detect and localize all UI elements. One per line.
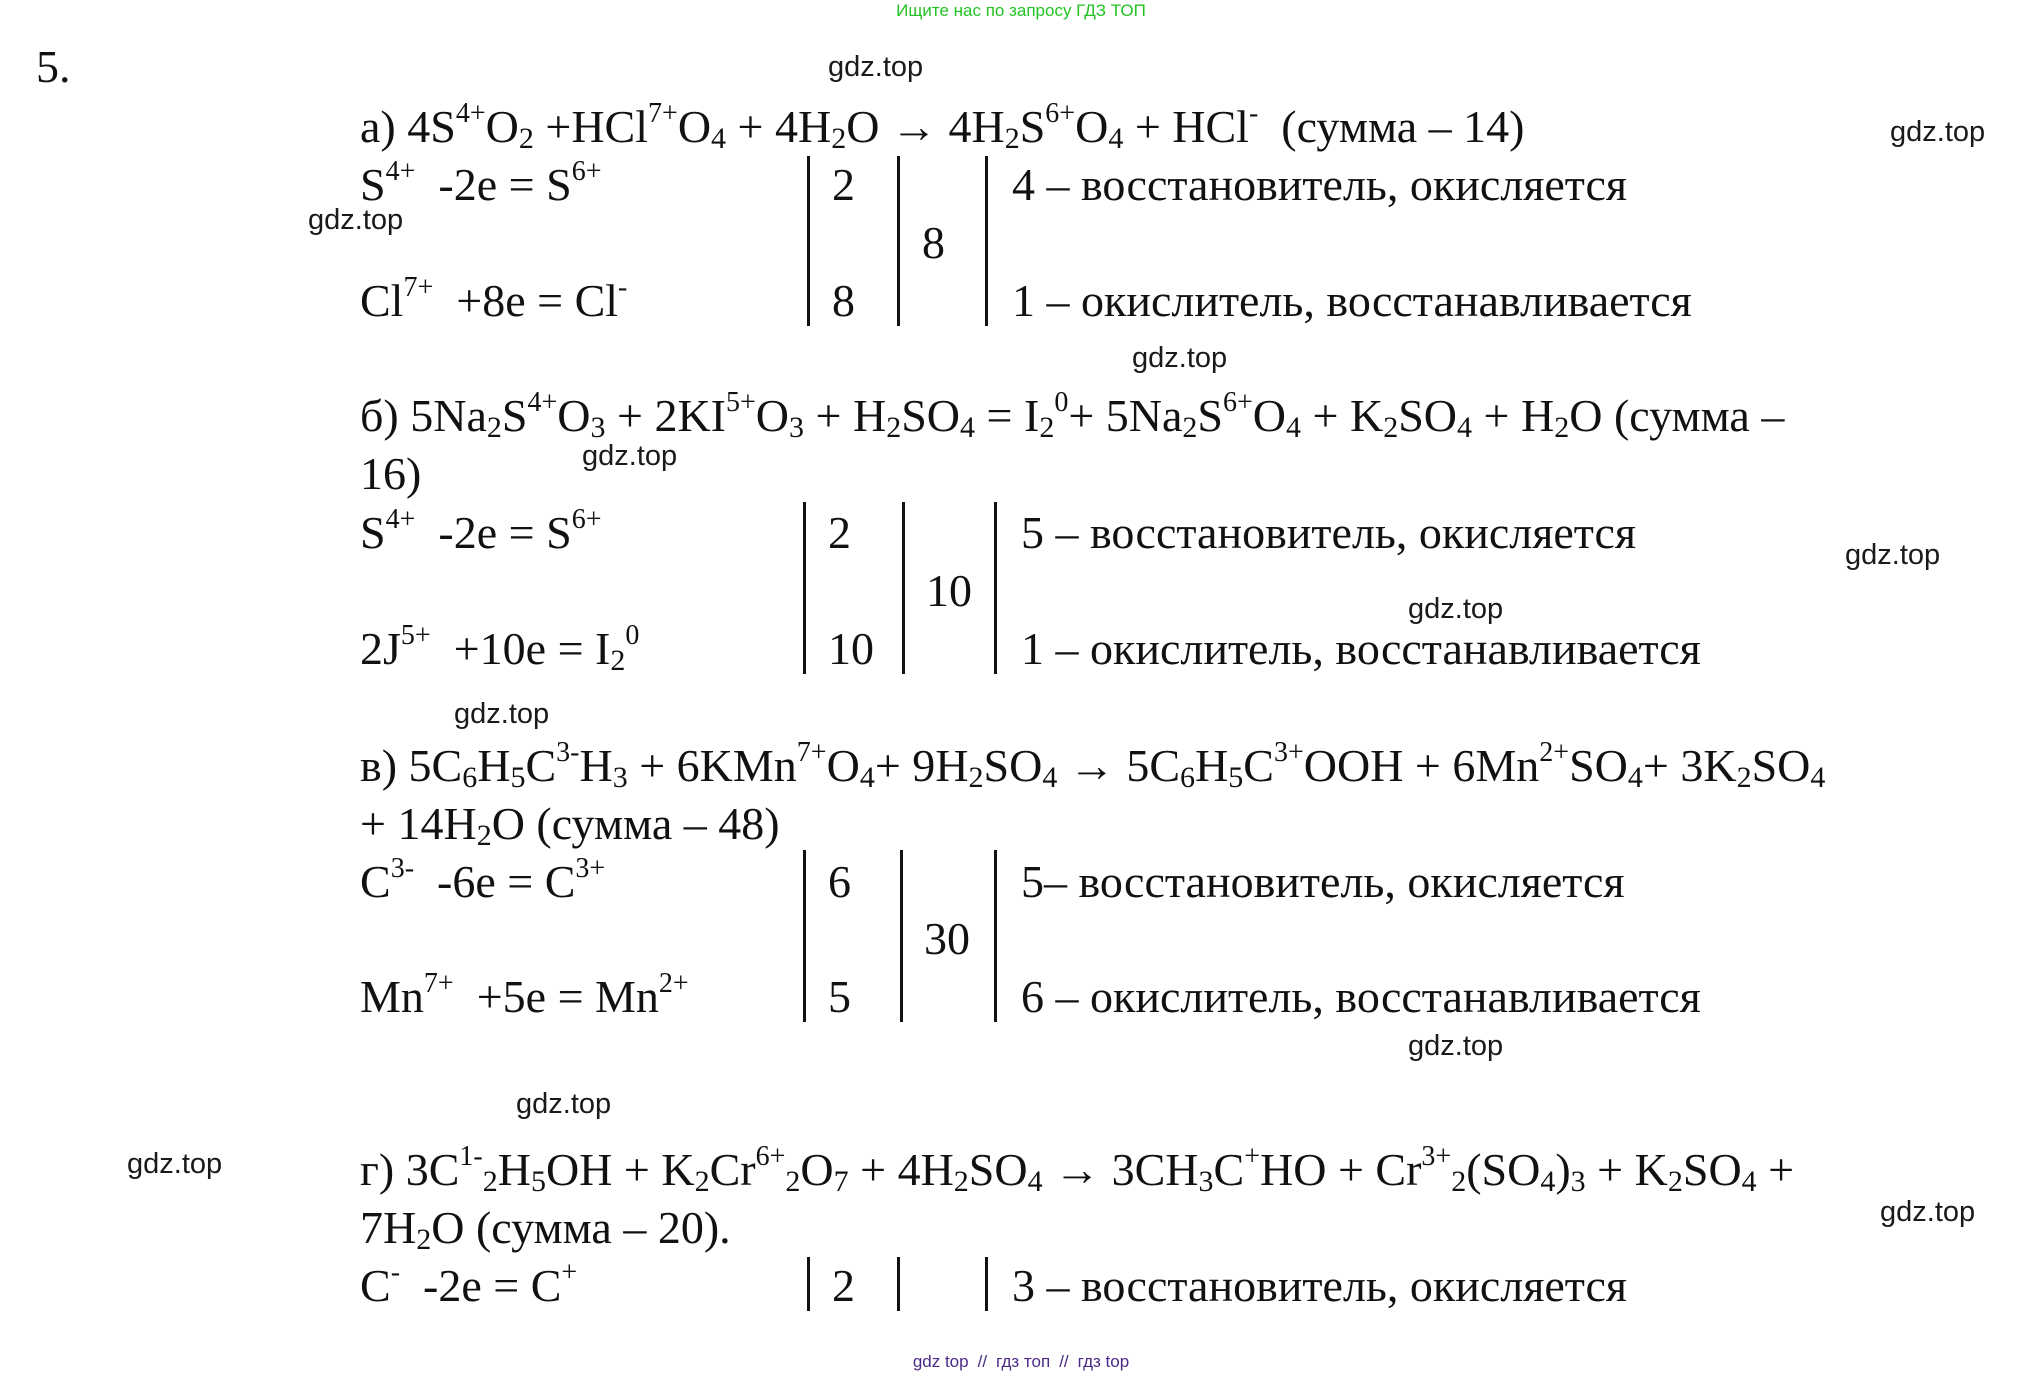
watermark: gdz.top (1845, 539, 1941, 571)
separator-bar (803, 850, 806, 1022)
footer-links (0, 1352, 2042, 1372)
separator-bar (807, 156, 810, 326)
watermark: gdz.top (828, 51, 924, 83)
separator-bar (994, 850, 997, 1022)
task-number: 5. (36, 41, 71, 92)
watermark: gdz.top (1880, 1196, 1976, 1228)
footer-link[interactable]: гдз top (1077, 1352, 1130, 1371)
equation-b-cont: 16) (360, 448, 422, 499)
half-reaction-b-2: $2J^{5+} +10e = I_2^0$ (360, 620, 640, 677)
watermark: gdz.top (454, 698, 550, 730)
watermark: gdz.top (516, 1088, 612, 1120)
separator-bar (807, 1257, 810, 1311)
lcm-a: 8 (922, 217, 945, 268)
watermark: gdz.top (1408, 1030, 1504, 1062)
role-a-2: 1 – окислитель, восстанавливается (1012, 275, 1692, 326)
watermark: gdz.top (1890, 116, 1986, 148)
separator-bar (803, 502, 806, 674)
separator-bar (900, 850, 903, 1022)
footer-separator: // (1059, 1352, 1069, 1371)
role-v-2: 6 – окислитель, восстанавливается (1021, 971, 1701, 1022)
half-reaction-g-1: C- -2e = C+ (360, 1257, 578, 1311)
role-g-1: 3 – восстановитель, окисляется (1012, 1260, 1628, 1311)
role-b-2: 1 – окислитель, восстанавливается (1021, 623, 1701, 674)
equation-v: в) $5C_6H_5C^{3-}H_3 + 6KMn^{7+}O_4+ 9H_2SO_4 \to 5C_6H_5C^{3+}OOH + 6Mn^{2+}SO_4+ 3K_2SO_4$ (360, 737, 1826, 794)
role-v-1: 5– восстановитель, окисляется (1021, 856, 1625, 907)
separator-bar (902, 502, 905, 674)
footer-link[interactable]: гдз топ (996, 1352, 1051, 1371)
watermark: gdz.top (1132, 342, 1228, 374)
top-banner[interactable]: Ищите нас по запросу ГДЗ ТОП (896, 1, 1146, 20)
lcm-v: 30 (924, 913, 970, 964)
separator-bar (897, 1257, 900, 1311)
half-reaction-b-1: $S^{4+}$ $-2e = S^{6+}$ (360, 504, 602, 558)
watermark: gdz.top (308, 204, 404, 236)
separator-bar (985, 1257, 988, 1311)
separator-bar (994, 502, 997, 674)
electrons-v-2: 5 (828, 971, 851, 1022)
equation-v-cont: + $14H_2O$ (сумма – 48) (360, 798, 780, 852)
half-reaction-v-1: $C^{3-}$ $-6e = C^{3+}$ (360, 853, 606, 907)
half-reaction-v-2: $Mn^{7+} +5e = Mn^{2+}$ (360, 968, 689, 1022)
footer-separator: // (977, 1352, 988, 1371)
electrons-v-1: 6 (828, 856, 851, 907)
equation-a: а) $4S^{4+}O_2 +HCl^{7+}O_4 + 4H_2O \to 4H_2S^{6+}O_4 + HCl^-$ (сумма – 14) (360, 98, 1525, 155)
role-b-1: 5 – восстановитель, окисляется (1021, 507, 1637, 558)
electrons-a-1: 2 (832, 159, 855, 210)
half-reaction-a-2: $Cl^{7+} +8e = Cl^-$ (360, 272, 628, 326)
half-reaction-a-1: $S^{4+}$ $-2e = S^{6+}$ (360, 156, 602, 210)
watermark: gdz.top (127, 1148, 223, 1180)
equation-b: б) $5Na_2S^{4+}O_3 + 2KI^{5+}O_3 + H_2SO_4 = I_2^0+ 5Na_2S^{6+}O_4 + K_2SO_4 + H_2O$ (сумма – (360, 387, 1785, 444)
role-a-1: 4 – восстановитель, окисляется (1012, 159, 1628, 210)
electrons-b-2: 10 (828, 623, 874, 674)
footer-link[interactable]: gdz top (912, 1352, 969, 1371)
watermark: gdz.top (582, 440, 678, 472)
separator-bar (985, 156, 988, 326)
electrons-g-1: 2 (832, 1260, 855, 1311)
watermark: gdz.top (1408, 593, 1504, 625)
electrons-b-1: 2 (828, 507, 851, 558)
separator-bar (897, 156, 900, 326)
lcm-b: 10 (926, 565, 972, 616)
equation-g: г) $3C^{1-}_2H_5OH + K_2Cr^{6+}_2O_7 + 4H_2SO_4 \to 3CH_3C^+HO + Cr^{3+}_2(SO_4)_3 + K_2SO_4$ + (360, 1141, 1795, 1198)
electrons-a-2: 8 (832, 275, 855, 326)
equation-g-cont: $7H_2O$ (сумма – 20). (360, 1202, 731, 1256)
